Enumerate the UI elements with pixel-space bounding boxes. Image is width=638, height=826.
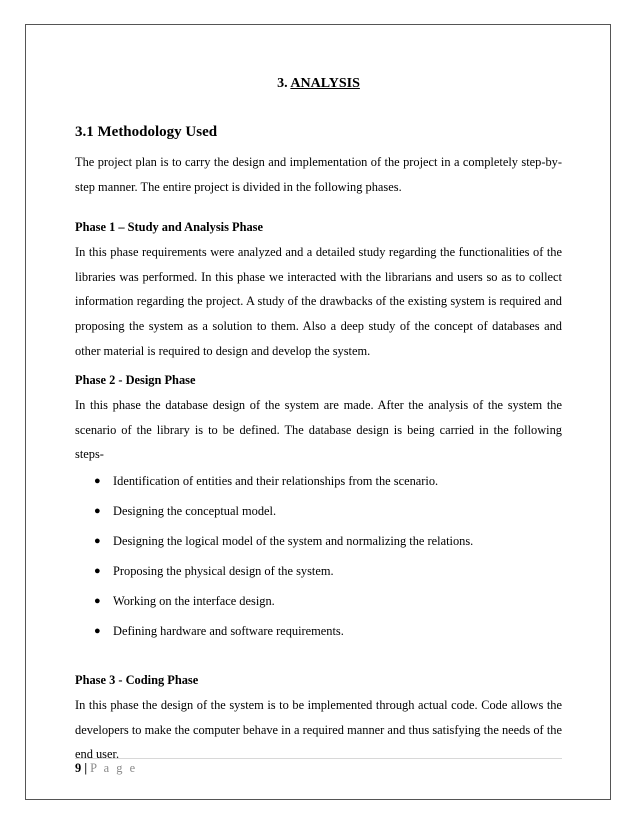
phase-3-body: In this phase the design of the system is to be implemented through actual code. Code allows the developers to make the computer behave in a required manner and thus satisfying the needs of the end user.	[75, 697, 562, 762]
list-item	[75, 526, 562, 556]
list-item	[75, 496, 562, 526]
footer-divider	[75, 758, 562, 759]
page-footer	[75, 757, 137, 779]
list-item-text: Proposing the physical design of the system.	[113, 564, 334, 578]
list-item-text: Identification of entities and their relationships from the scenario.	[113, 474, 439, 488]
list-item	[75, 556, 562, 586]
list-item-text: Defining hardware and software requirements.	[113, 624, 344, 638]
page-word: P a g e	[90, 761, 138, 775]
bullet-icon: ●	[94, 625, 101, 637]
phase-1-block	[75, 215, 562, 364]
phase-3-block	[75, 668, 562, 767]
list-item	[75, 586, 562, 616]
bullet-icon: ●	[94, 475, 101, 487]
list-item-text: Working on the interface design.	[113, 594, 275, 608]
list-item-text: Designing the logical model of the system and normalizing the relations.	[113, 534, 474, 548]
bullet-icon: ●	[94, 595, 101, 607]
section-title: 3.1 Methodology Used	[75, 124, 218, 140]
bullet-icon: ●	[94, 565, 101, 577]
phase-2-body: In this phase the database design of the system are made. After the analysis of the system the scenario of the library is to be defined. The database design is being carried in the following steps-	[75, 397, 562, 462]
phase-2-title: Phase 2 - Design Phase	[75, 373, 196, 387]
list-item	[75, 616, 562, 646]
section-intro: The project plan is to carry the design and implementation of the project in a completely step-by-step manner. The entire project is divided in the following phases.	[75, 155, 562, 194]
phase-1-title: Phase 1 – Study and Analysis Phase	[75, 220, 263, 234]
section-intro-block	[75, 150, 562, 200]
list-item-text: Designing the conceptual model.	[113, 504, 277, 518]
design-steps-list	[75, 466, 562, 646]
chapter-heading	[75, 72, 562, 96]
bullet-icon: ●	[94, 535, 101, 547]
list-item	[75, 466, 562, 496]
bullet-icon: ●	[94, 505, 101, 517]
phase-1-body: In this phase requirements were analyzed and a detailed study regarding the functionalities of the libraries was performed. In this phase we interacted with the librarians and users so as to collect information regarding the project. A study of the drawbacks of the existing system is required and proposing the system as a solution to them. Also a deep study of the concept of databases and other material is required to design and develop the system.	[75, 244, 562, 358]
chapter-number: 3.	[277, 76, 288, 91]
footer-separator: |	[84, 761, 88, 775]
phase-2-block	[75, 368, 562, 467]
page-number: 9	[75, 761, 82, 775]
chapter-title: ANALYSIS	[290, 76, 360, 91]
phase-3-title: Phase 3 - Coding Phase	[75, 673, 199, 687]
